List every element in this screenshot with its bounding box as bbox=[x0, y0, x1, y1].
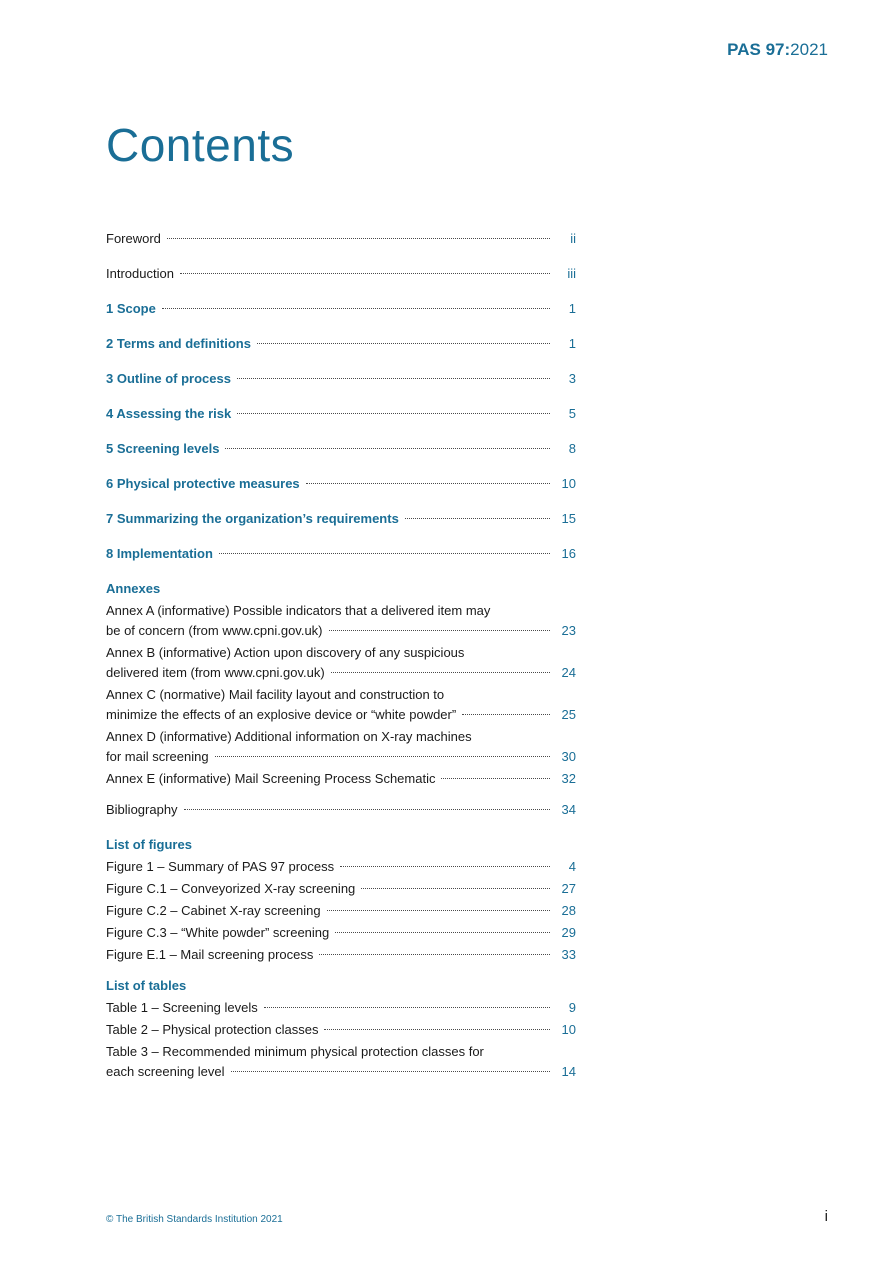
dot-leader bbox=[237, 412, 550, 414]
toc-entry[interactable] bbox=[106, 474, 576, 494]
annex-entry[interactable] bbox=[106, 601, 576, 641]
toc-entry[interactable] bbox=[106, 334, 576, 354]
toc-entry-page: 8 bbox=[568, 441, 576, 456]
toc-entry-label: Table 2 – Physical protection classes bbox=[106, 1022, 319, 1037]
copyright-notice: © The British Standards Institution 2021 bbox=[106, 1214, 283, 1225]
toc-entry[interactable] bbox=[106, 404, 576, 424]
toc-entry-label: Figure C.3 – “White powder” screening bbox=[106, 925, 330, 940]
toc-entry-page: 32 bbox=[561, 771, 576, 786]
toc-entry-label: 5 Screening levels bbox=[106, 441, 220, 456]
toc-entry-page: 10 bbox=[561, 1022, 576, 1037]
table-entry[interactable] bbox=[106, 998, 576, 1018]
toc-entry[interactable] bbox=[106, 264, 576, 284]
toc-entry-page: 3 bbox=[568, 371, 576, 386]
dot-leader bbox=[167, 237, 550, 239]
figure-list bbox=[106, 857, 576, 965]
toc-entry-page: 10 bbox=[561, 476, 576, 491]
table-entry[interactable] bbox=[106, 1042, 576, 1082]
toc-entry[interactable] bbox=[106, 544, 576, 564]
toc-entry-last-line bbox=[106, 998, 576, 1018]
toc-entry-label: 3 Outline of process bbox=[106, 371, 231, 386]
figure-entry[interactable] bbox=[106, 901, 576, 921]
toc-entry-label: 4 Assessing the risk bbox=[106, 406, 232, 421]
toc-entry-label: 8 Implementation bbox=[106, 546, 213, 561]
toc-entry[interactable] bbox=[106, 299, 576, 319]
toc-entry-page: 1 bbox=[568, 336, 576, 351]
toc-entry-page: 30 bbox=[561, 749, 576, 764]
toc-entry-page: 34 bbox=[561, 802, 576, 817]
annex-entry[interactable] bbox=[106, 727, 576, 767]
toc-entry-label: Introduction bbox=[106, 266, 174, 281]
toc-entry[interactable] bbox=[106, 369, 576, 389]
dot-leader bbox=[319, 953, 550, 955]
toc-entry-last-line bbox=[106, 663, 576, 683]
toc-entry-bibliography[interactable] bbox=[106, 800, 576, 820]
table-list bbox=[106, 998, 576, 1082]
annex-entry[interactable] bbox=[106, 643, 576, 683]
toc-entry-label: Figure E.1 – Mail screening process bbox=[106, 947, 314, 962]
toc-entry-label: each screening level bbox=[106, 1064, 225, 1079]
document-identifier bbox=[727, 40, 828, 60]
toc-entry-last-line bbox=[106, 705, 576, 725]
toc-entry-first-line: Annex D (informative) Additional information on X-ray machines bbox=[106, 729, 472, 744]
page-number: i bbox=[824, 1208, 828, 1225]
dot-leader bbox=[264, 1006, 550, 1008]
toc-entry-label: Table 1 – Screening levels bbox=[106, 1000, 258, 1015]
toc-entry-page: 29 bbox=[561, 925, 576, 940]
toc-entry-last-line bbox=[106, 1020, 576, 1040]
toc-entry-first-line: Annex C (normative) Mail facility layout and construction to bbox=[106, 687, 445, 702]
annexes-section bbox=[106, 579, 576, 789]
annex-entry[interactable] bbox=[106, 769, 576, 789]
dot-leader bbox=[180, 272, 550, 274]
toc-entry-last-line bbox=[106, 747, 576, 767]
toc-entry-label: Figure 1 – Summary of PAS 97 process bbox=[106, 859, 335, 874]
tables-section bbox=[106, 976, 576, 1082]
toc-entry-first-line: Annex B (informative) Action upon discovery of any suspicious bbox=[106, 645, 465, 660]
toc-entry-label: Bibliography bbox=[106, 802, 178, 817]
figures-section bbox=[106, 835, 576, 965]
doc-year: 2021 bbox=[790, 40, 828, 59]
toc-entry-page: 1 bbox=[568, 301, 576, 316]
table-of-contents bbox=[106, 229, 576, 1093]
toc-entry-last-line bbox=[106, 621, 576, 641]
page-title: Contents bbox=[106, 119, 295, 171]
toc-entry-label: 7 Summarizing the organization’s requirements bbox=[106, 511, 399, 526]
main-entries bbox=[106, 229, 576, 564]
toc-entry-label: Annex E (informative) Mail Screening Process Schematic bbox=[106, 771, 436, 786]
figure-entry[interactable] bbox=[106, 945, 576, 965]
toc-entry-page: 15 bbox=[561, 511, 576, 526]
toc-entry-page: 16 bbox=[561, 546, 576, 561]
annex-entry[interactable] bbox=[106, 685, 576, 725]
toc-entry-last-line bbox=[106, 1062, 576, 1082]
dot-leader bbox=[324, 1028, 550, 1030]
figures-heading: List of figures bbox=[106, 837, 192, 852]
dot-leader bbox=[329, 629, 550, 631]
dot-leader bbox=[162, 307, 550, 309]
dot-leader bbox=[184, 808, 550, 810]
toc-entry-page: 5 bbox=[568, 406, 576, 421]
dot-leader bbox=[237, 377, 550, 379]
figure-entry[interactable] bbox=[106, 857, 576, 877]
dot-leader bbox=[335, 931, 550, 933]
toc-entry-page: 28 bbox=[561, 903, 576, 918]
table-entry[interactable] bbox=[106, 1020, 576, 1040]
toc-entry-page: 25 bbox=[561, 707, 576, 722]
toc-entry-label: delivered item (from www.cpni.gov.uk) bbox=[106, 665, 325, 680]
toc-entry-page: 23 bbox=[561, 623, 576, 638]
toc-entry-page: 9 bbox=[568, 1000, 576, 1015]
toc-entry-label: be of concern (from www.cpni.gov.uk) bbox=[106, 623, 323, 638]
toc-entry-page: 33 bbox=[561, 947, 576, 962]
toc-entry-first-line: Table 3 – Recommended minimum physical protection classes for bbox=[106, 1044, 484, 1059]
toc-entry-label: 2 Terms and definitions bbox=[106, 336, 251, 351]
toc-entry-first-line: Annex A (informative) Possible indicators that a delivered item may bbox=[106, 603, 491, 618]
toc-entry-page: iii bbox=[567, 266, 576, 281]
toc-entry-label: Figure C.1 – Conveyorized X-ray screening bbox=[106, 881, 356, 896]
toc-entry-page: 14 bbox=[561, 1064, 576, 1079]
toc-entry-label: for mail screening bbox=[106, 749, 209, 764]
dot-leader bbox=[231, 1070, 550, 1072]
dot-leader bbox=[306, 482, 550, 484]
toc-entry-page: 24 bbox=[561, 665, 576, 680]
dot-leader bbox=[405, 517, 550, 519]
tables-heading: List of tables bbox=[106, 978, 187, 993]
toc-entry-label: Figure C.2 – Cabinet X-ray screening bbox=[106, 903, 321, 918]
dot-leader bbox=[441, 777, 550, 779]
dot-leader bbox=[340, 865, 550, 867]
dot-leader bbox=[219, 552, 550, 554]
toc-entry[interactable] bbox=[106, 439, 576, 459]
toc-entry[interactable] bbox=[106, 509, 576, 529]
annexes-heading: Annexes bbox=[106, 581, 161, 596]
toc-entry-label: Foreword bbox=[106, 231, 161, 246]
annex-list bbox=[106, 601, 576, 789]
dot-leader bbox=[215, 755, 550, 757]
figure-entry[interactable] bbox=[106, 879, 576, 899]
toc-entry-last-line bbox=[106, 769, 576, 789]
dot-leader bbox=[225, 447, 550, 449]
dot-leader bbox=[331, 671, 550, 673]
toc-entry-label: 6 Physical protective measures bbox=[106, 476, 300, 491]
dot-leader bbox=[327, 909, 550, 911]
dot-leader bbox=[361, 887, 550, 889]
toc-entry-label: 1 Scope bbox=[106, 301, 156, 316]
dot-leader bbox=[462, 713, 550, 715]
toc-entry-label: minimize the effects of an explosive device or “white powder” bbox=[106, 707, 457, 722]
toc-entry[interactable] bbox=[106, 229, 576, 249]
figure-entry[interactable] bbox=[106, 923, 576, 943]
toc-entry-page: 27 bbox=[561, 881, 576, 896]
doc-code: PAS 97: bbox=[727, 40, 791, 59]
toc-entry-page: ii bbox=[570, 231, 576, 246]
dot-leader bbox=[257, 342, 550, 344]
toc-entry-page: 4 bbox=[568, 859, 576, 874]
